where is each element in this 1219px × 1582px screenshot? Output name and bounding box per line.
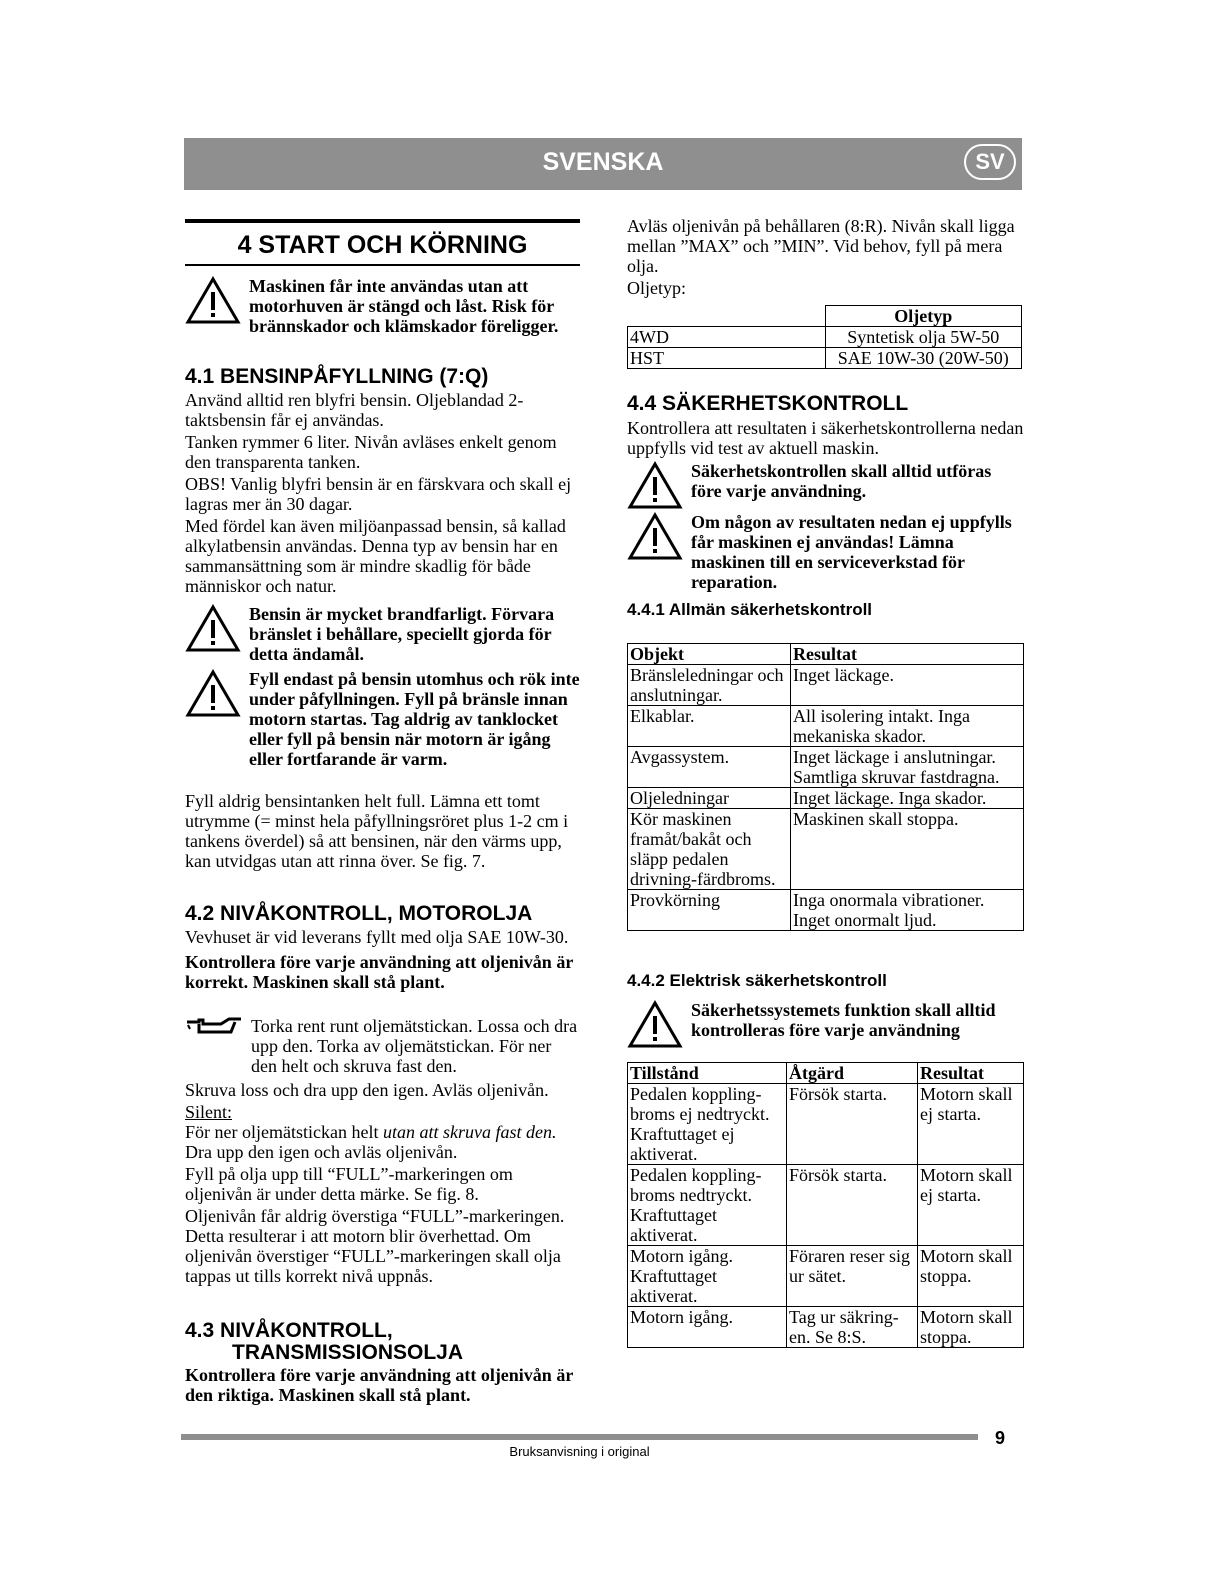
section-4-2-title: 4.2 NIVÅKONTROLL, MOTOROLJA <box>185 902 533 925</box>
oil-type-table <box>627 305 1022 369</box>
paragraph <box>185 1122 580 1162</box>
table-cell: Avgassystem. <box>628 747 791 788</box>
table-header: Resultat <box>918 1063 1024 1084</box>
warning-triangle-icon <box>627 1000 683 1050</box>
paragraph: Fyll på olja upp till “FULL”-markeringen om oljenivån är under detta märke. Se fig. 8. <box>185 1164 513 1204</box>
oil-dipstick-icon <box>185 1016 243 1038</box>
table-header: Resultat <box>791 644 1024 665</box>
language-banner <box>184 138 1022 190</box>
paragraph: Använd alltid ren blyfri bensin. Oljeblandad 2-taktsbensin får ej användas. <box>185 390 524 430</box>
table-cell: Inget läckage. <box>791 665 1024 706</box>
table-row <box>628 348 1022 369</box>
warning-check <box>627 461 1024 511</box>
table-cell: Elkablar. <box>628 706 791 747</box>
table-row <box>628 788 1024 809</box>
table-cell: Föraren reser sig ur sätet. <box>787 1246 918 1307</box>
paragraph: Vevhuset är vid leverans fyllt med olja SAE 10W-30. <box>185 927 569 947</box>
table-cell <box>628 306 826 327</box>
footer-bar <box>181 1434 978 1440</box>
section-4-4-1-title: 4.4.1 Allmän säkerhetskontroll <box>627 600 873 619</box>
table-cell: Kör maskinen framåt/bakåt och släpp pedalen drivning-färdbroms. <box>628 809 791 890</box>
table-row <box>628 809 1024 890</box>
banner-title: SVENSKA <box>542 148 664 176</box>
warning-triangle-icon <box>185 669 241 719</box>
table-cell: Pedalen koppling-broms ej nedtryckt. Kraftuttaget ej aktiverat. <box>628 1084 787 1165</box>
paragraph: OBS! Vanlig blyfri bensin är en färskvara och skall ej lagras mer än 30 dagar. <box>185 474 572 514</box>
bold-paragraph: Kontrollera före varje användning att oljenivån är korrekt. Maskinen skall stå plant. <box>185 952 573 992</box>
table-row <box>628 1165 1024 1246</box>
warning-text: Säkerhetskontrollen skall alltid utföras före varje användning. <box>691 461 992 501</box>
italic-text: utan att skruva fast den. <box>382 1122 557 1142</box>
bold-paragraph: Kontrollera före varje användning att oljenivån är den riktiga. Maskinen skall stå plant. <box>185 1365 573 1405</box>
table-row <box>628 1307 1024 1348</box>
language-badge: SV <box>964 144 1016 180</box>
footer-text: Bruksanvisning i original <box>509 1444 650 1459</box>
table-cell: Motorn igång. <box>628 1307 787 1348</box>
table-cell: Syntetisk olja 5W-50 <box>825 327 1022 348</box>
table-cell: Motorn igång. Kraftuttaget aktiverat. <box>628 1246 787 1307</box>
table-header: Åtgärd <box>787 1063 918 1084</box>
warning-triangle-icon <box>627 512 683 562</box>
table-cell: Försök starta. <box>787 1084 918 1165</box>
title-line: 4.3 NIVÅKONTROLL, <box>185 1319 393 1342</box>
section-4-4-2-title: 4.4.2 Elektrisk säkerhetskontroll <box>627 971 887 990</box>
section-4-4-title: 4.4 SÄKERHETSKONTROLL <box>627 392 909 415</box>
section-4-3-title <box>185 1320 580 1364</box>
warning-hood <box>185 276 580 336</box>
warning-text: Bensin är mycket brandfarligt. Förvara bränslet i behållare, speciellt gjorda för detta ändamål. <box>249 604 555 664</box>
paragraph: Med fördel kan även miljöanpassad bensin, så kallad alkylatbensin användas. Denna typ av bensin har en sammansättning som är mindre skadlig för både människor och natur. <box>185 516 566 596</box>
table-row <box>628 306 1022 327</box>
table-cell: Motorn skall stoppa. <box>918 1307 1024 1348</box>
warning-triangle-icon <box>185 604 241 654</box>
paragraph: Skruva loss och dra upp den igen. Avläs oljenivån. <box>185 1080 549 1100</box>
table-cell: Inget läckage. Inga skador. <box>791 788 1024 809</box>
paragraph: Tanken rymmer 6 liter. Nivån avläses enkelt genom den transparenta tanken. <box>185 432 557 472</box>
table-cell: Pedalen koppling-broms nedtryckt. Kraftuttaget aktiverat. <box>628 1165 787 1246</box>
table-row <box>628 706 1024 747</box>
table-row <box>628 327 1022 348</box>
text: Dra upp den igen och avläs oljenivån. <box>185 1142 458 1162</box>
paragraph: Oljenivån får aldrig överstiga “FULL”-markeringen. Detta resulterar i att motorn blir överhettad. Om oljenivån överstiger “FULL”-markeringen skall olja tappas ut tills korrekt nivå uppnås. <box>185 1206 565 1286</box>
paragraph: Fyll aldrig bensintanken helt full. Lämna ett tomt utrymme (= minst hela påfyllningsröret plus 1-2 cm i tankens överdel) så att bensinen, när den värms upp, kan utvidgas utan att rinna över. Se fig. 7. <box>185 791 569 871</box>
warning-flammable <box>185 604 580 664</box>
table-cell: Oljeledningar <box>628 788 791 809</box>
page-number: 9 <box>995 1428 1006 1448</box>
table-row <box>628 644 1024 665</box>
section-4-1-title: 4.1 BENSINPÅFYLLNING (7:Q) <box>185 365 489 388</box>
table-cell: Tag ur säkring-en. Se 8:S. <box>787 1307 918 1348</box>
warning-refuel <box>185 669 580 769</box>
table-header: Tillstånd <box>628 1063 787 1084</box>
table-cell: SAE 10W-30 (20W-50) <box>825 348 1022 369</box>
table-row <box>628 747 1024 788</box>
table-cell: Provkörning <box>628 890 791 931</box>
warning-electric <box>627 1000 1024 1050</box>
chapter-title: 4 START OCH KÖRNING <box>185 219 580 266</box>
warning-triangle-icon <box>185 276 241 326</box>
warning-triangle-icon <box>627 461 683 511</box>
table-cell: HST <box>628 348 826 369</box>
table-row <box>628 1246 1024 1307</box>
table-cell: Bränsleledningar och anslutningar. <box>628 665 791 706</box>
table-row <box>628 890 1024 931</box>
table-row <box>628 665 1024 706</box>
paragraph: Kontrollera att resultaten i säkerhetskontrollerna nedan uppfylls vid test av aktuell maskin. <box>627 418 1024 458</box>
table-cell: 4WD <box>628 327 826 348</box>
title-line: TRANSMISSIONSOLJA <box>232 1341 464 1364</box>
table-row <box>628 1084 1024 1165</box>
table-cell: Motorn skall ej starta. <box>918 1084 1024 1165</box>
table-cell: All isolering intakt. Inga mekaniska skador. <box>791 706 1024 747</box>
warning-fail <box>627 512 1024 592</box>
electric-safety-table <box>627 1062 1024 1348</box>
warning-text: Säkerhetssystemets funktion skall alltid kontrolleras före varje användning <box>691 1000 996 1040</box>
text: För ner oljemätstickan helt <box>185 1122 383 1142</box>
table-cell: Försök starta. <box>787 1165 918 1246</box>
paragraph: Oljetyp: <box>627 278 686 298</box>
silent-label: Silent: <box>185 1102 233 1122</box>
warning-text: Om någon av resultaten nedan ej uppfylls får maskinen ej användas! Lämna maskinen till en serviceverkstad för reparation. <box>691 512 1012 592</box>
table-cell: Maskinen skall stoppa. <box>791 809 1024 890</box>
general-safety-table <box>627 643 1024 931</box>
paragraph: Avläs oljenivån på behållaren (8:R). Nivån skall ligga mellan ”MAX” och ”MIN”. Vid behov, fyll på mera olja. <box>627 216 1015 276</box>
table-cell: Inga onormala vibrationer. Inget onormalt ljud. <box>791 890 1024 931</box>
table-row <box>628 1063 1024 1084</box>
table-cell: Inget läckage i anslutningar. Samtliga skruvar fastdragna. <box>791 747 1024 788</box>
table-header: Oljetyp <box>825 306 1022 327</box>
table-cell: Motorn skall ej starta. <box>918 1165 1024 1246</box>
warning-text: Maskinen får inte användas utan att motorhuven är stängd och låst. Risk för brännskador och klämskador föreligger. <box>249 276 559 336</box>
table-cell: Motorn skall stoppa. <box>918 1246 1024 1307</box>
warning-text: Fyll endast på bensin utomhus och rök inte under påfyllningen. Fyll på bränsle innan motorn startas. Tag aldrig av tanklocket eller fyll på bensin när motorn är igång eller fortfarande är varm. <box>249 669 580 769</box>
table-header: Objekt <box>628 644 791 665</box>
paragraph: Torka rent runt oljemätstickan. Lossa och dra upp den. Torka av oljemätstickan. För ner den helt och skruva fast den. <box>251 1016 578 1076</box>
